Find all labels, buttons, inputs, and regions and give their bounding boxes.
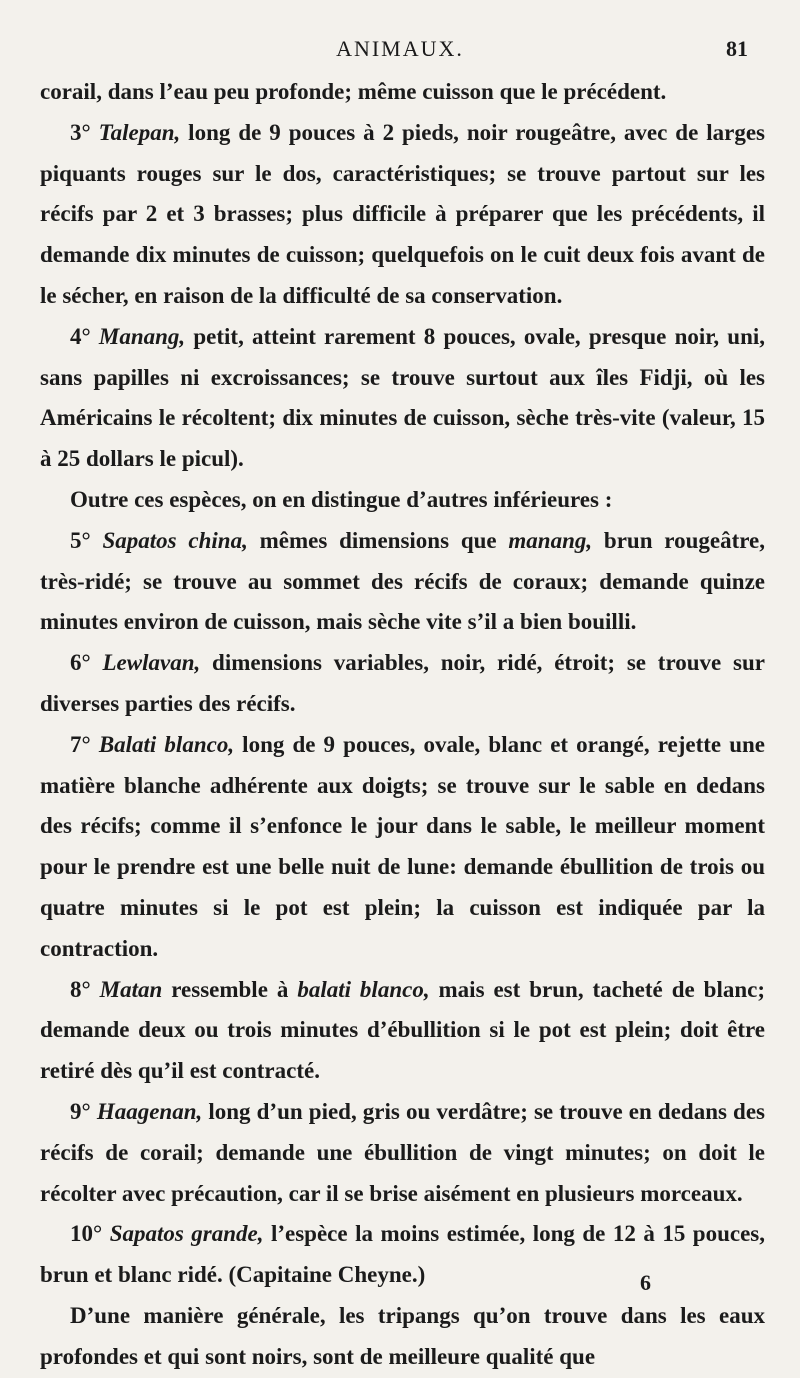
running-title: ANIMAUX. <box>336 36 464 61</box>
species-name: Manang, <box>98 323 186 349</box>
paragraph-haagenan: 9° Haagenan, long d’un pied, gris ou verdâtre; se trouve en dedans des récifs de corail; demande une ébullition de vingt minutes; on doit le récolter avec précaution, car il se brise aisément en plusieurs morceaux. <box>40 1098 765 1206</box>
paragraph-1: corail, dans l’eau peu profonde; même cuisson que le précédent. <box>40 79 667 104</box>
paragraph-talepan: 3° Talepan, long de 9 pouces à 2 pieds, noir rougeâtre, avec de larges piquants rouges sur le dos, caractéristiques; se trouve partout sur les récifs par 2 et 3 brasses; plus difficile à préparer que les précédents, il demande dix minutes de cuisson; quelquefois on le cuit deux fois avant de le sécher, en raison de la difficulté de sa conservation. <box>40 119 765 308</box>
species-name: Talepan, <box>98 119 181 145</box>
page-number: 81 <box>726 36 748 61</box>
running-head <box>40 28 760 68</box>
paragraph-outre: Outre ces espèces, on en distingue d’autres inférieures : <box>70 486 613 512</box>
signature-mark: 6 <box>640 1270 651 1295</box>
body-text <box>40 72 765 1378</box>
paragraph-lewlavan: 6° Lewlavan, dimensions variables, noir, ridé, étroit; se trouve sur diverses parties des récifs. <box>40 650 766 716</box>
paragraph-matan: 8° Matan ressemble à balati blanco, mais est brun, tacheté de blanc; demande deux ou trois minutes d’ébullition si le pot est plein; doit être retiré dès qu’il est contracté. <box>40 976 765 1084</box>
species-name: Matan <box>99 976 163 1002</box>
species-name: Haagenan, <box>96 1098 203 1124</box>
paragraph-conclusion: D’une manière générale, les tripangs qu’on trouve dans les eaux profondes et qui sont noirs, sont de meilleure qualité que <box>40 1302 765 1369</box>
species-name: Balati blanco, <box>98 731 235 757</box>
paragraph-balati-blanco: 7° Balati blanco, long de 9 pouces, ovale, blanc et orangé, rejette une matière blanche adhérente aux doigts; se trouve sur le sable en dedans des récifs; comme il s’enfonce le jour dans le sable, le meilleur moment pour le prendre est une belle nuit de lune: demande ébullition de trois ou quatre minutes si le pot est plein; la cuisson est indiquée par la contraction. <box>40 731 766 961</box>
species-name: Sapatos china, <box>102 527 248 553</box>
species-name: Sapatos grande, <box>109 1221 264 1247</box>
paragraph-sapatos-china: 5° Sapatos china, mêmes dimensions que manang, brun rougeâtre, très-ridé; se trouve au sommet des récifs de coraux; demande quinze minutes environ de cuisson, mais sèche vite s’il a bien bouilli. <box>40 527 765 635</box>
paragraph-sapatos-grande: 10° Sapatos grande, l’espèce la moins estimée, long de 12 à 15 pouces, brun et blanc ridé. (Capitaine Cheyne.) <box>40 1221 765 1288</box>
species-name: Lewlavan, <box>102 650 201 676</box>
paragraph-manang: 4° Manang, petit, atteint rarement 8 pouces, ovale, presque noir, uni, sans papilles ni excroissances; se trouve surtout aux îles Fidji, où les Américains le récoltent; dix minutes de cuisson, sèche très-vite (valeur, 15 à 25 dollars le picul). <box>40 323 765 472</box>
